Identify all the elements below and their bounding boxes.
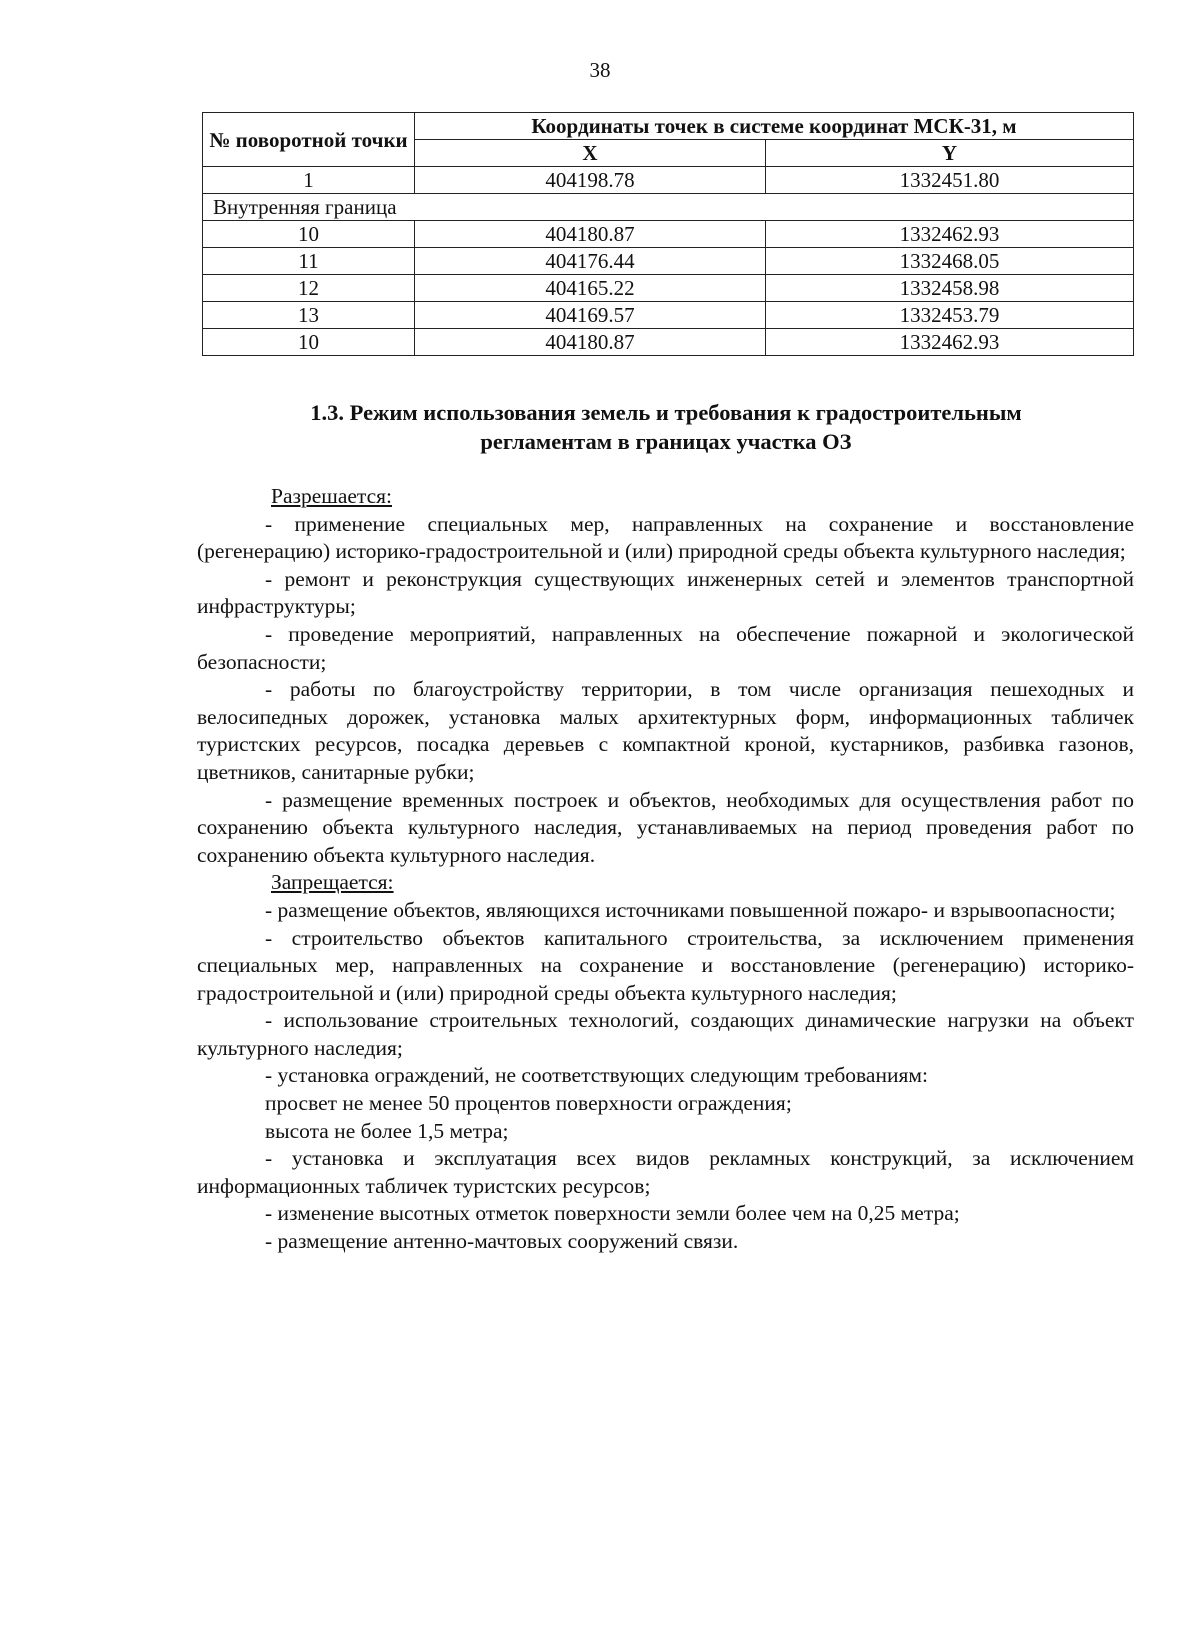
table-row [203,329,1134,356]
table-row [203,302,1134,329]
prohibited-item: - размещение антенно-мачтовых сооружений связи. [265,1229,739,1254]
prohibited-item: - установка и эксплуатация всех видов рекламных конструкций, за исключением информационных табличек туристских ресурсов; [197,1146,1134,1198]
coordinates-table [202,112,1134,356]
cell-y: 1332468.05 [766,248,1134,275]
table-row [203,221,1134,248]
section-title-line1: 1.3. Режим использования земель и требования к градостроительным [310,400,1022,425]
section-title [200,398,1132,456]
header-coordinates: Координаты точек в системе координат МСК-31, м [415,113,1134,140]
cell-y: 1332462.93 [766,329,1134,356]
cell-x: 404169.57 [415,302,766,329]
cell-num: 10 [203,221,415,248]
allowed-item: - работы по благоустройству территории, в том числе организация пешеходных и велосипедных дорожек, установка малых архитектурных форм, информационных табличек туристских ресурсов, посадка деревьев с компактной кроной, кустарников, разбивка газонов, цветников, санитарные рубки; [197,677,1134,784]
allowed-item: - применение специальных мер, направленных на сохранение и восстановление (регенерацию) историко-градостроительной и (или) природной среды объекта культурного наследия; [197,511,1134,564]
header-x: X [415,140,766,167]
cell-num: 12 [203,275,415,302]
cell-y: 1332453.79 [766,302,1134,329]
prohibited-item: - размещение объектов, являющихся источниками повышенной пожаро- и взрывоопасности; [265,897,1116,922]
header-y: Y [766,140,1134,167]
cell-num: 11 [203,248,415,275]
cell-y: 1332462.93 [766,221,1134,248]
inner-boundary-label: Внутренняя граница [203,194,1134,221]
table-row [203,248,1134,275]
cell-x: 404198.78 [415,167,766,194]
cell-y: 1332451.80 [766,167,1134,194]
allowed-item: - проведение мероприятий, направленных на обеспечение пожарной и экологической безопасности; [197,621,1134,674]
allowed-item: - ремонт и реконструкция существующих инженерных сетей и элементов транспортной инфраструктуры; [197,566,1134,619]
fence-requirement: высота не более 1,5 метра; [265,1118,509,1143]
cell-num: 10 [203,329,415,356]
allowed-heading: Разрешается: [271,484,392,508]
prohibited-item: - установка ограждений, не соответствующих следующим требованиям: [265,1063,928,1088]
prohibited-item: - изменение высотных отметок поверхности земли более чем на 0,25 метра; [265,1201,960,1226]
prohibited-item: - использование строительных технологий, создающих динамические нагрузки на объект культурного наследия; [197,1008,1134,1060]
table-row [203,275,1134,302]
prohibited-heading: Запрещается: [271,870,394,895]
cell-x: 404180.87 [415,329,766,356]
table-row-inner-boundary [203,194,1134,221]
section-title-line2: регламентам в границах участка ОЗ [480,429,852,454]
regulations-text [197,483,1134,1256]
cell-num: 13 [203,302,415,329]
page-number: 38 [589,58,611,82]
fence-requirement: просвет не менее 50 процентов поверхности ограждения; [265,1091,792,1116]
table-header-row [203,113,1134,140]
cell-y: 1332458.98 [766,275,1134,302]
header-point-number: № поворотной точки [203,113,415,167]
table-row [203,167,1134,194]
cell-x: 404165.22 [415,275,766,302]
cell-x: 404176.44 [415,248,766,275]
cell-num: 1 [203,167,415,194]
allowed-item: - размещение временных построек и объектов, необходимых для осуществления работ по сохранению объекта культурного наследия, устанавливаемых на период проведения работ по сохранению объекта культурного наследия. [197,787,1134,867]
prohibited-item: - строительство объектов капитального строительства, за исключением применения специальных мер, направленных на сохранение и восстановление (регенерацию) историко-градостроительной и (или) природной среды объекта культурного наследия; [197,925,1134,1005]
cell-x: 404180.87 [415,221,766,248]
